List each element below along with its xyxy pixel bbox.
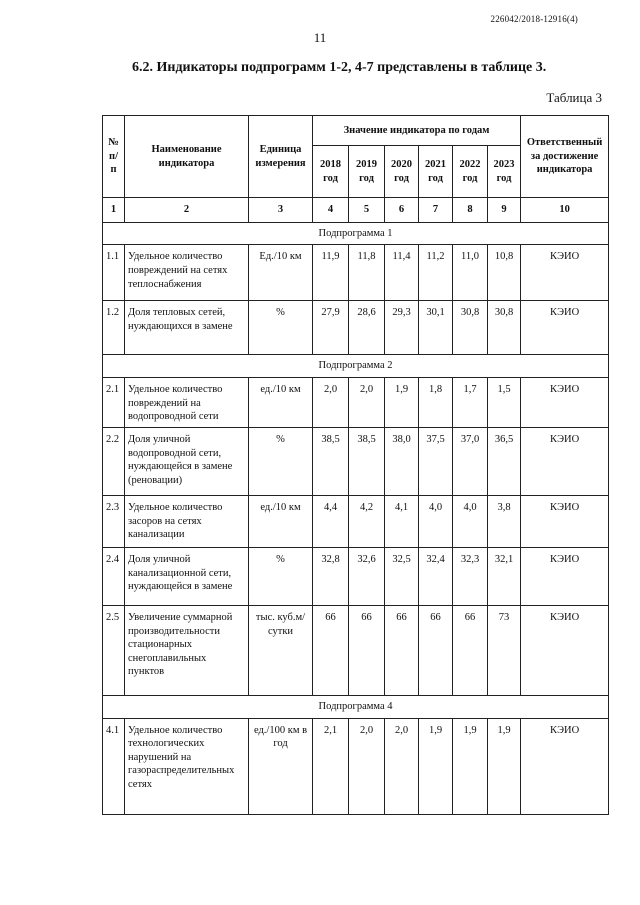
value-cell: 1,9	[385, 377, 419, 427]
responsible-cell: КЭИО	[521, 495, 609, 547]
value-cell: 32,8	[313, 547, 349, 605]
value-cell: 66	[385, 605, 419, 695]
value-cell: 32,3	[453, 547, 488, 605]
row-number: 2.2	[103, 427, 125, 495]
indicator-name: Доля уличной канализационной сети, нуждающейся в замене	[125, 547, 249, 605]
column-number: 7	[419, 198, 453, 223]
value-cell: 11,4	[385, 245, 419, 301]
table-row	[103, 377, 609, 427]
responsible-cell: КЭИО	[521, 547, 609, 605]
indicator-name: Доля уличной водопроводной сети, нуждающейся в замене (реновации)	[125, 427, 249, 495]
indicator-unit: ед./10 км	[249, 377, 313, 427]
indicators-table	[102, 115, 609, 815]
section-row	[103, 355, 609, 378]
indicator-unit: %	[249, 547, 313, 605]
column-number: 8	[453, 198, 488, 223]
table-row	[103, 427, 609, 495]
value-cell: 2,0	[349, 718, 385, 814]
value-cell: 66	[313, 605, 349, 695]
row-number: 2.3	[103, 495, 125, 547]
value-cell: 36,5	[488, 427, 521, 495]
indicator-name: Удельное количество технологических нарушений на газораспределительных сетях	[125, 718, 249, 814]
indicator-unit: %	[249, 427, 313, 495]
value-cell: 11,0	[453, 245, 488, 301]
table-row	[103, 495, 609, 547]
header-year: 2022 год	[453, 146, 488, 198]
indicator-name: Удельное количество повреждений на водопроводной сети	[125, 377, 249, 427]
value-cell: 1,7	[453, 377, 488, 427]
value-cell: 32,6	[349, 547, 385, 605]
value-cell: 2,0	[385, 718, 419, 814]
value-cell: 66	[419, 605, 453, 695]
indicator-name: Увеличение суммарной производительности стационарных снегоплавильных пунктов	[125, 605, 249, 695]
value-cell: 29,3	[385, 301, 419, 355]
section-title: Подпрограмма 1	[103, 222, 609, 245]
value-cell: 30,8	[488, 301, 521, 355]
value-cell: 66	[349, 605, 385, 695]
value-cell: 1,8	[419, 377, 453, 427]
header-name: Наименование индикатора	[125, 116, 249, 198]
section-row	[103, 222, 609, 245]
row-number: 1.2	[103, 301, 125, 355]
page-number: 11	[313, 30, 327, 45]
row-number: 1.1	[103, 245, 125, 301]
header-year: 2018 год	[313, 146, 349, 198]
value-cell: 32,5	[385, 547, 419, 605]
value-cell: 38,5	[349, 427, 385, 495]
indicator-unit: Ед./10 км	[249, 245, 313, 301]
value-cell: 66	[453, 605, 488, 695]
value-cell: 10,8	[488, 245, 521, 301]
document-id: 226042/2018-12916(4)	[490, 14, 578, 24]
indicator-name: Доля тепловых сетей, нуждающихся в замене	[125, 301, 249, 355]
indicator-unit: тыс. куб.м/сутки	[249, 605, 313, 695]
indicator-name: Удельное количество засоров на сетях канализации	[125, 495, 249, 547]
responsible-cell: КЭИО	[521, 605, 609, 695]
section-title: Подпрограмма 4	[103, 695, 609, 718]
column-number: 2	[125, 198, 249, 223]
table-row	[103, 605, 609, 695]
value-cell: 38,5	[313, 427, 349, 495]
row-number: 2.5	[103, 605, 125, 695]
header-values-by-year: Значение индикатора по годам	[313, 116, 521, 146]
value-cell: 1,9	[453, 718, 488, 814]
column-number: 6	[385, 198, 419, 223]
row-number: 4.1	[103, 718, 125, 814]
indicator-name: Удельное количество повреждений на сетях теплоснабжения	[125, 245, 249, 301]
indicator-unit: %	[249, 301, 313, 355]
value-cell: 4,1	[385, 495, 419, 547]
section-title: Подпрограмма 2	[103, 355, 609, 378]
value-cell: 1,5	[488, 377, 521, 427]
column-number: 9	[488, 198, 521, 223]
value-cell: 32,4	[419, 547, 453, 605]
column-number: 5	[349, 198, 385, 223]
table-row	[103, 547, 609, 605]
responsible-cell: КЭИО	[521, 245, 609, 301]
value-cell: 4,4	[313, 495, 349, 547]
section-row	[103, 695, 609, 718]
column-number: 3	[249, 198, 313, 223]
value-cell: 32,1	[488, 547, 521, 605]
value-cell: 4,2	[349, 495, 385, 547]
value-cell: 11,8	[349, 245, 385, 301]
value-cell: 11,9	[313, 245, 349, 301]
column-number: 1	[103, 198, 125, 223]
header-year: 2023 год	[488, 146, 521, 198]
value-cell: 2,1	[313, 718, 349, 814]
section-heading: 6.2. Индикаторы подпрограмм 1-2, 4-7 представлены в таблице 3.	[132, 60, 547, 75]
responsible-cell: КЭИО	[521, 301, 609, 355]
value-cell: 37,0	[453, 427, 488, 495]
value-cell: 2,0	[313, 377, 349, 427]
header-year: 2019 год	[349, 146, 385, 198]
value-cell: 28,6	[349, 301, 385, 355]
value-cell: 3,8	[488, 495, 521, 547]
value-cell: 37,5	[419, 427, 453, 495]
value-cell: 30,8	[453, 301, 488, 355]
column-numbers-row	[103, 198, 609, 223]
table-row	[103, 245, 609, 301]
indicator-unit: ед./10 км	[249, 495, 313, 547]
value-cell: 4,0	[453, 495, 488, 547]
responsible-cell: КЭИО	[521, 718, 609, 814]
value-cell: 11,2	[419, 245, 453, 301]
column-number: 10	[521, 198, 609, 223]
value-cell: 27,9	[313, 301, 349, 355]
table-row	[103, 718, 609, 814]
value-cell: 1,9	[419, 718, 453, 814]
column-number: 4	[313, 198, 349, 223]
table-row	[103, 301, 609, 355]
header-year: 2021 год	[419, 146, 453, 198]
header-responsible: Ответственный за достижение индикатора	[521, 116, 609, 198]
responsible-cell: КЭИО	[521, 427, 609, 495]
header-year: 2020 год	[385, 146, 419, 198]
responsible-cell: КЭИО	[521, 377, 609, 427]
value-cell: 30,1	[419, 301, 453, 355]
value-cell: 73	[488, 605, 521, 695]
value-cell: 1,9	[488, 718, 521, 814]
value-cell: 2,0	[349, 377, 385, 427]
header-number: № п/ п	[103, 116, 125, 198]
row-number: 2.1	[103, 377, 125, 427]
indicator-unit: ед./100 км в год	[249, 718, 313, 814]
header-unit: Единица измерения	[249, 116, 313, 198]
row-number: 2.4	[103, 547, 125, 605]
table-caption: Таблица 3	[546, 90, 602, 105]
value-cell: 38,0	[385, 427, 419, 495]
value-cell: 4,0	[419, 495, 453, 547]
